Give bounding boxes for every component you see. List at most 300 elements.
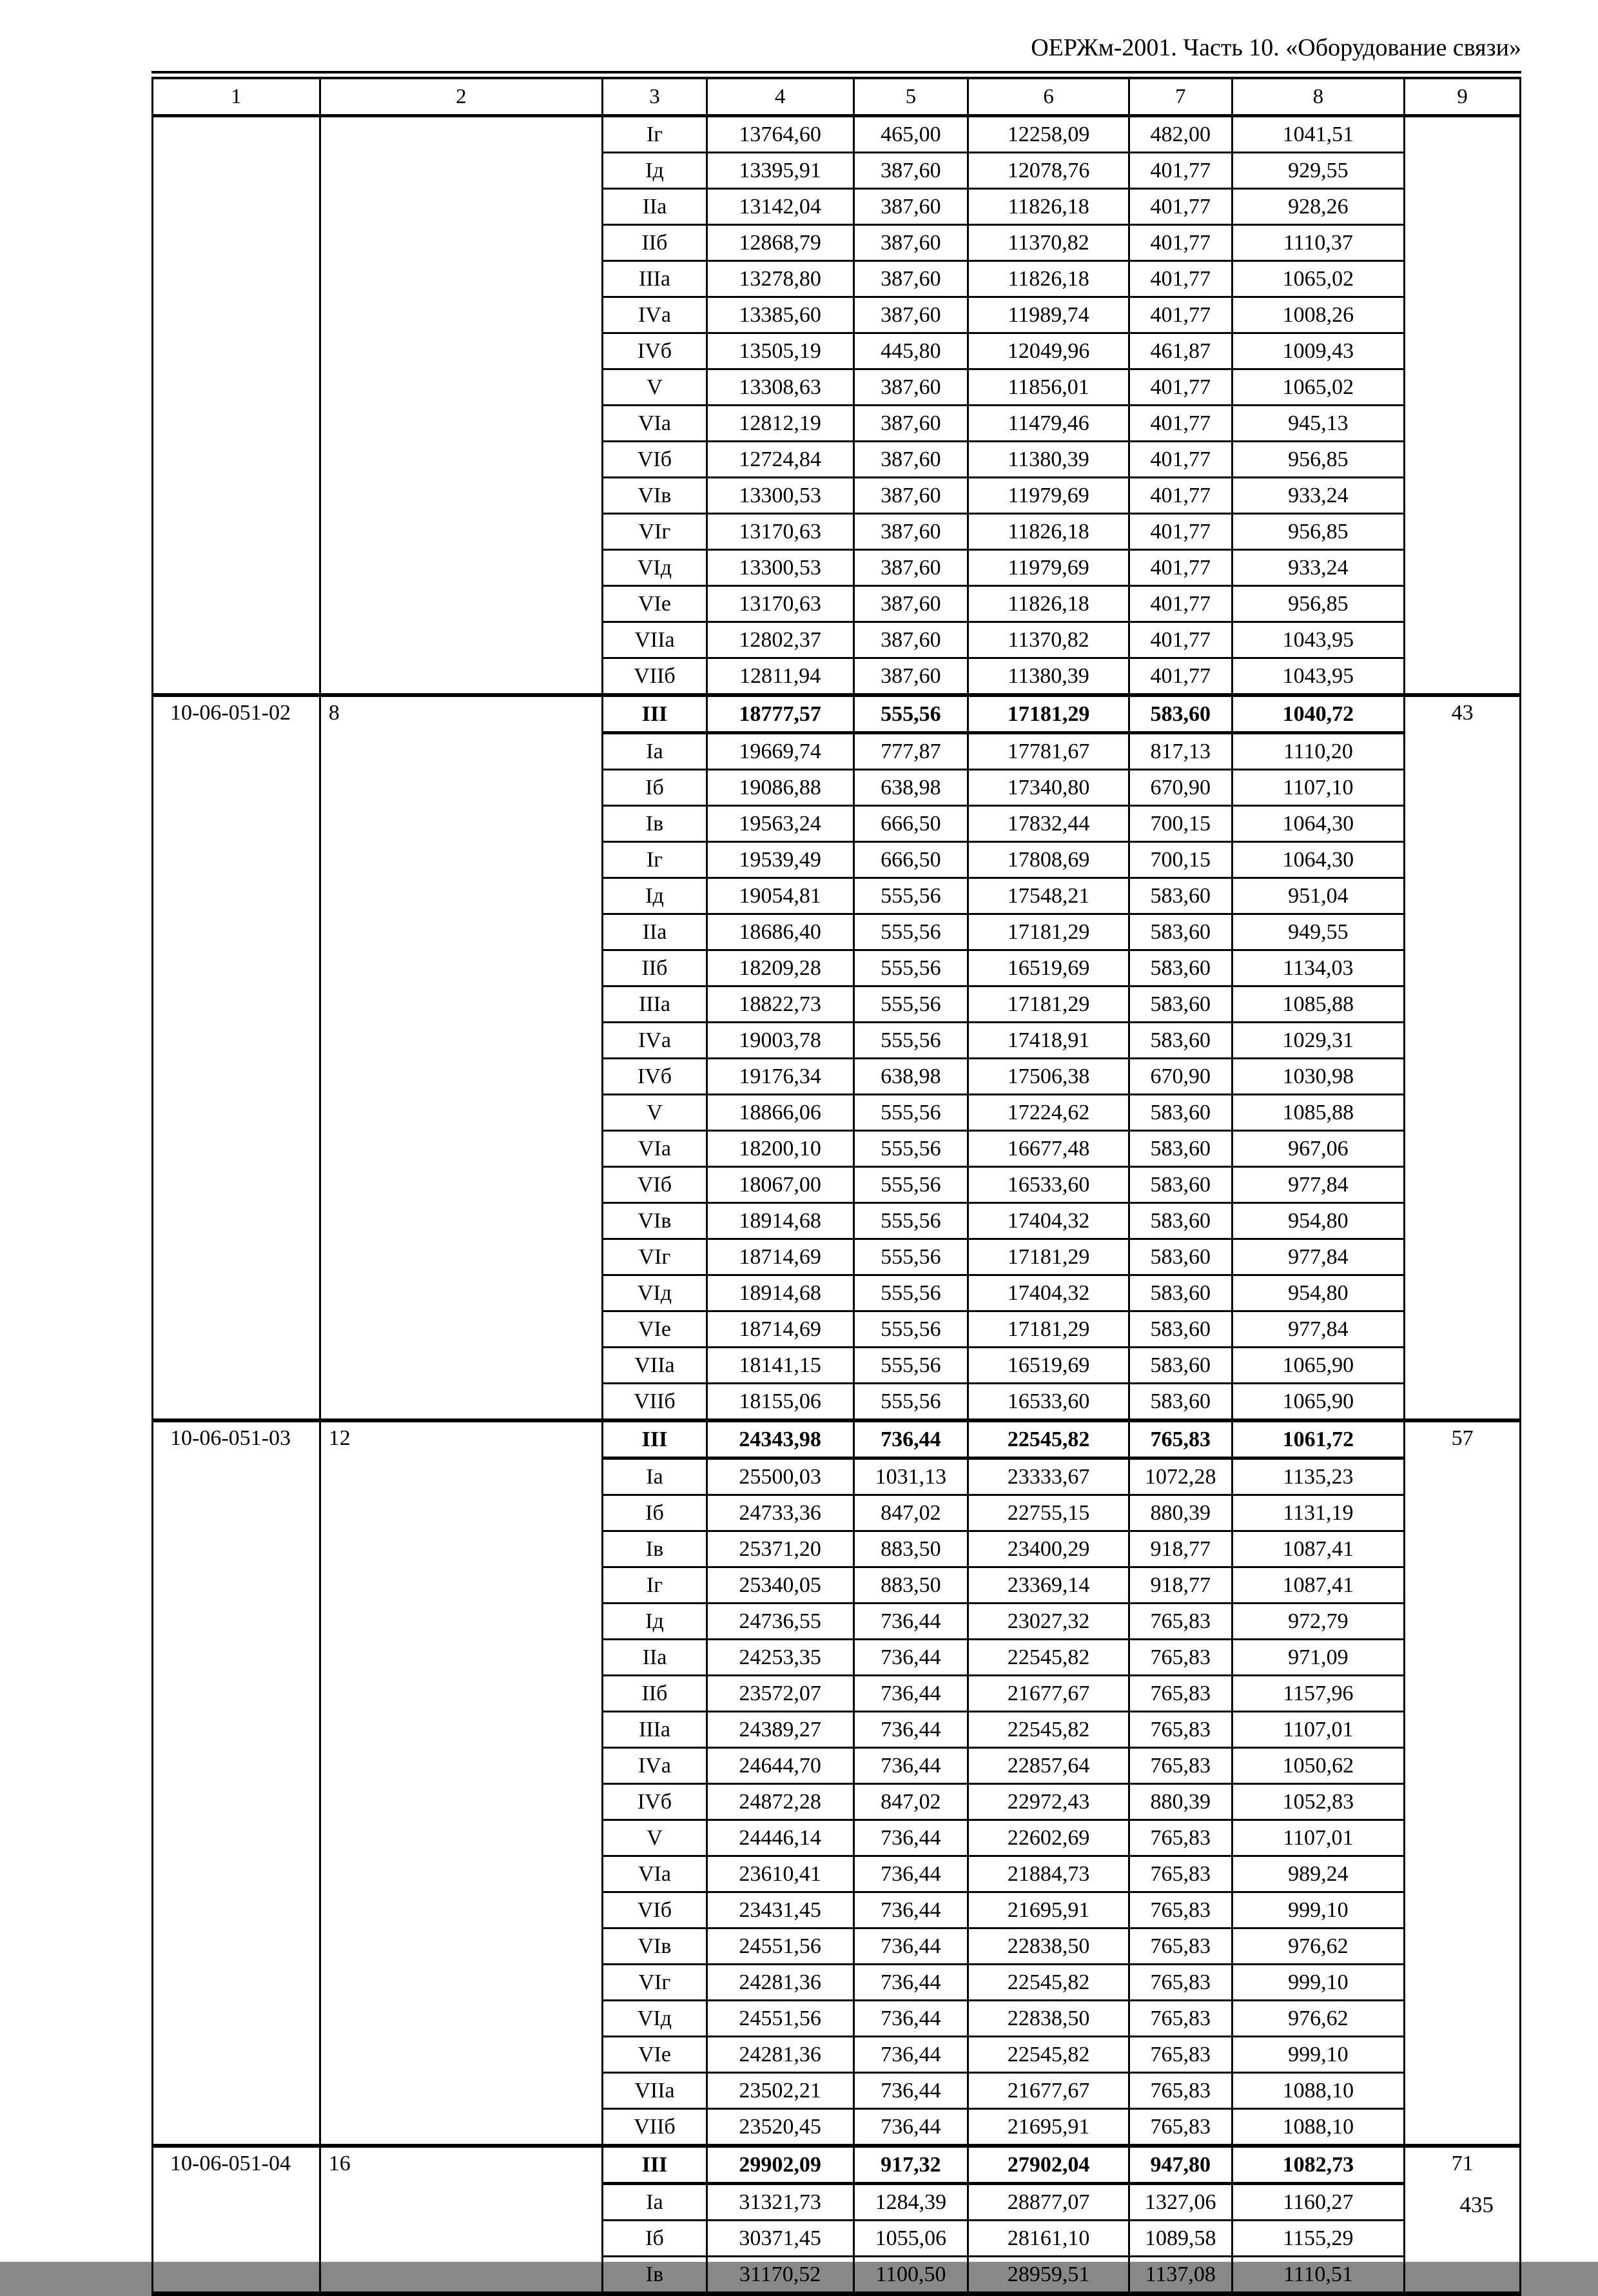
value-cell: 18866,06 [706, 1095, 853, 1131]
value-cell: 1089,58 [1129, 2221, 1232, 2257]
value-cell: 765,83 [1129, 2109, 1232, 2146]
value-cell: 401,77 [1129, 406, 1232, 442]
value-cell: 24551,56 [706, 2001, 853, 2037]
value-cell: 19003,78 [706, 1023, 853, 1059]
value-cell: 22602,69 [968, 1820, 1129, 1856]
category-cell: VIа [603, 406, 707, 442]
code-cell [153, 116, 320, 696]
value-cell: 1055,06 [853, 2221, 968, 2257]
value-cell: 22545,82 [968, 1420, 1129, 1458]
value-cell: 23400,29 [968, 1531, 1129, 1567]
value-cell: 971,09 [1232, 1640, 1405, 1676]
value-cell: 736,44 [853, 1604, 968, 1640]
category-cell: VIе [603, 586, 707, 622]
value-cell: 13278,80 [706, 261, 853, 297]
category-cell: IVа [603, 1023, 707, 1059]
column-header-cell: 4 [706, 75, 853, 116]
value-cell: 933,24 [1232, 478, 1405, 514]
value-cell: 883,50 [853, 1531, 968, 1567]
value-cell: 1135,23 [1232, 1458, 1405, 1495]
category-cell: VIв [603, 1203, 707, 1239]
value-cell: 18141,15 [706, 1348, 853, 1384]
value-cell: 1029,31 [1232, 1023, 1405, 1059]
value-cell: 11370,82 [968, 622, 1129, 658]
value-cell: 700,15 [1129, 806, 1232, 842]
value-cell: 401,77 [1129, 153, 1232, 189]
value-cell: 18914,68 [706, 1203, 853, 1239]
value-cell: 12049,96 [968, 333, 1129, 369]
value-cell: 1064,30 [1232, 806, 1405, 842]
rates-table-body [153, 75, 1521, 2294]
value-cell: 555,56 [853, 914, 968, 950]
value-cell: 17808,69 [968, 842, 1129, 878]
value-cell: 401,77 [1129, 550, 1232, 586]
value-cell: 918,77 [1129, 1567, 1232, 1604]
value-cell: 1107,01 [1232, 1712, 1405, 1748]
value-cell: 13764,60 [706, 116, 853, 153]
value-cell: 967,06 [1232, 1131, 1405, 1167]
value-cell: 555,56 [853, 950, 968, 986]
value-cell: 445,80 [853, 333, 968, 369]
value-cell: 11380,39 [968, 442, 1129, 478]
value-cell: 16519,69 [968, 950, 1129, 986]
value-cell: 24644,70 [706, 1748, 853, 1784]
value-cell: 21695,91 [968, 2109, 1129, 2146]
category-cell: IVб [603, 1784, 707, 1820]
value-cell: 700,15 [1129, 842, 1232, 878]
value-cell: 736,44 [853, 1928, 968, 1965]
value-cell: 387,60 [853, 550, 968, 586]
value-cell: 24446,14 [706, 1820, 853, 1856]
value-cell: 17181,29 [968, 1239, 1129, 1275]
value-cell: 1052,83 [1232, 1784, 1405, 1820]
value-cell: 928,26 [1232, 189, 1405, 225]
value-cell: 19539,49 [706, 842, 853, 878]
column-header-cell: 9 [1405, 75, 1521, 116]
section-total-row [153, 1420, 1521, 1458]
category-cell: IVб [603, 1059, 707, 1095]
category-cell: VIд [603, 550, 707, 586]
value-cell: 17181,29 [968, 1311, 1129, 1348]
category-cell: VIг [603, 514, 707, 550]
value-cell: 972,79 [1232, 1604, 1405, 1640]
category-cell: V [603, 369, 707, 406]
value-cell: 24733,36 [706, 1495, 853, 1531]
value-cell: 17181,29 [968, 986, 1129, 1023]
value-cell: 18714,69 [706, 1311, 853, 1348]
value-cell: 11380,39 [968, 658, 1129, 696]
value-cell: 989,24 [1232, 1856, 1405, 1892]
value-cell: 11826,18 [968, 189, 1129, 225]
value-cell: 583,60 [1129, 878, 1232, 914]
value-cell: 765,83 [1129, 1748, 1232, 1784]
value-cell: 401,77 [1129, 514, 1232, 550]
value-cell: 736,44 [853, 2001, 968, 2037]
value-cell: 21677,67 [968, 2073, 1129, 2109]
value-cell: 1065,90 [1232, 1384, 1405, 1421]
category-cell: III [603, 2146, 707, 2184]
table-row [153, 116, 1521, 153]
category-cell: IIа [603, 1640, 707, 1676]
category-cell: IIб [603, 1676, 707, 1712]
value-cell: 765,83 [1129, 2037, 1232, 2073]
value-cell: 17224,62 [968, 1095, 1129, 1131]
value-cell: 22838,50 [968, 1928, 1129, 1965]
value-cell: 13142,04 [706, 189, 853, 225]
category-cell: Iг [603, 116, 707, 153]
ref-cell: 57 [1405, 1420, 1521, 2146]
category-cell: Iд [603, 878, 707, 914]
value-cell: 18686,40 [706, 914, 853, 950]
value-cell: 401,77 [1129, 261, 1232, 297]
value-cell: 736,44 [853, 1748, 968, 1784]
column-header-cell: 2 [320, 75, 602, 116]
value-cell: 18209,28 [706, 950, 853, 986]
value-cell: 11979,69 [968, 550, 1129, 586]
value-cell: 999,10 [1232, 2037, 1405, 2073]
value-cell: 387,60 [853, 442, 968, 478]
value-cell: 28877,07 [968, 2184, 1129, 2221]
category-cell: Iв [603, 1531, 707, 1567]
value-cell: 736,44 [853, 2073, 968, 2109]
value-cell: 1107,10 [1232, 770, 1405, 806]
value-cell: 555,56 [853, 695, 968, 733]
category-cell: VIб [603, 1167, 707, 1203]
page-title: ОЕРЖм-2001. Часть 10. «Оборудование связи» [1031, 34, 1521, 61]
value-cell: 24253,35 [706, 1640, 853, 1676]
value-cell: 24389,27 [706, 1712, 853, 1748]
category-cell: VIIа [603, 1348, 707, 1384]
value-cell: 401,77 [1129, 658, 1232, 696]
value-cell: 22545,82 [968, 1965, 1129, 2001]
value-cell: 19669,74 [706, 733, 853, 770]
value-cell: 18822,73 [706, 986, 853, 1023]
value-cell: 583,60 [1129, 914, 1232, 950]
value-cell: 1043,95 [1232, 658, 1405, 696]
value-cell: 736,44 [853, 1676, 968, 1712]
value-cell: 666,50 [853, 806, 968, 842]
value-cell: 19086,88 [706, 770, 853, 806]
value-cell: 945,13 [1232, 406, 1405, 442]
value-cell: 30371,45 [706, 2221, 853, 2257]
value-cell: 12078,76 [968, 153, 1129, 189]
value-cell: 17181,29 [968, 695, 1129, 733]
value-cell: 666,50 [853, 842, 968, 878]
column-header-cell: 3 [603, 75, 707, 116]
value-cell: 956,85 [1232, 514, 1405, 550]
value-cell: 954,80 [1232, 1203, 1405, 1239]
category-cell: Iа [603, 733, 707, 770]
section-total-row [153, 2146, 1521, 2184]
value-cell: 12724,84 [706, 442, 853, 478]
value-cell: 736,44 [853, 1820, 968, 1856]
value-cell: 949,55 [1232, 914, 1405, 950]
value-cell: 27902,04 [968, 2146, 1129, 2184]
value-cell: 999,10 [1232, 1892, 1405, 1928]
value-cell: 555,56 [853, 1348, 968, 1384]
category-cell: Iб [603, 1495, 707, 1531]
value-cell: 22838,50 [968, 2001, 1129, 2037]
value-cell: 18914,68 [706, 1275, 853, 1311]
value-cell: 765,83 [1129, 1676, 1232, 1712]
value-cell: 18714,69 [706, 1239, 853, 1275]
value-cell: 23610,41 [706, 1856, 853, 1892]
value-cell: 1107,01 [1232, 1820, 1405, 1856]
value-cell: 1131,19 [1232, 1495, 1405, 1531]
value-cell: 23431,45 [706, 1892, 853, 1928]
value-cell: 583,60 [1129, 1095, 1232, 1131]
value-cell: 23502,21 [706, 2073, 853, 2109]
value-cell: 1065,90 [1232, 1348, 1405, 1384]
value-cell: 736,44 [853, 2109, 968, 2146]
value-cell: 17181,29 [968, 914, 1129, 950]
page-number: 435 [1459, 2192, 1494, 2217]
value-cell: 17548,21 [968, 878, 1129, 914]
value-cell: 12812,19 [706, 406, 853, 442]
value-cell: 1134,03 [1232, 950, 1405, 986]
value-cell: 765,83 [1129, 1892, 1232, 1928]
category-cell: VIб [603, 442, 707, 478]
value-cell: 1100,50 [853, 2257, 968, 2294]
value-cell: 583,60 [1129, 950, 1232, 986]
value-cell: 387,60 [853, 369, 968, 406]
category-cell: IIб [603, 225, 707, 261]
value-cell: 17418,91 [968, 1023, 1129, 1059]
value-cell: 555,56 [853, 1167, 968, 1203]
value-cell: 401,77 [1129, 297, 1232, 333]
category-cell: III [603, 695, 707, 733]
category-cell: VIв [603, 478, 707, 514]
value-cell: 11826,18 [968, 586, 1129, 622]
category-cell: VIв [603, 1928, 707, 1965]
column-header-row [153, 75, 1521, 116]
value-cell: 18067,00 [706, 1167, 853, 1203]
value-cell: 24281,36 [706, 1965, 853, 2001]
ref-cell: 43 [1405, 695, 1521, 1420]
value-cell: 21677,67 [968, 1676, 1129, 1712]
value-cell: 18155,06 [706, 1384, 853, 1421]
value-cell: 16519,69 [968, 1348, 1129, 1384]
value-cell: 12802,37 [706, 622, 853, 658]
value-cell: 387,60 [853, 478, 968, 514]
value-cell: 1030,98 [1232, 1059, 1405, 1095]
value-cell: 880,39 [1129, 1784, 1232, 1820]
value-cell: 1065,02 [1232, 369, 1405, 406]
category-cell: VIIб [603, 658, 707, 696]
value-cell: 11979,69 [968, 478, 1129, 514]
value-cell: 25340,05 [706, 1567, 853, 1604]
category-cell: VIа [603, 1856, 707, 1892]
value-cell: 933,24 [1232, 550, 1405, 586]
value-cell: 23333,67 [968, 1458, 1129, 1495]
category-cell: V [603, 1095, 707, 1131]
category-cell: Iв [603, 806, 707, 842]
value-cell: 1064,30 [1232, 842, 1405, 878]
ref-cell [1405, 116, 1521, 696]
category-cell: Iг [603, 842, 707, 878]
category-cell: VIе [603, 1311, 707, 1348]
value-cell: 976,62 [1232, 1928, 1405, 1965]
category-cell: Iв [603, 2257, 707, 2294]
category-cell: IIа [603, 914, 707, 950]
column-header-cell: 8 [1232, 75, 1405, 116]
column-header-cell: 7 [1129, 75, 1232, 116]
category-cell: IIа [603, 189, 707, 225]
value-cell: 1085,88 [1232, 1095, 1405, 1131]
value-cell: 583,60 [1129, 1239, 1232, 1275]
value-cell: 11479,46 [968, 406, 1129, 442]
value-cell: 954,80 [1232, 1275, 1405, 1311]
value-cell: 956,85 [1232, 442, 1405, 478]
value-cell: 1160,27 [1232, 2184, 1405, 2221]
value-cell: 736,44 [853, 1712, 968, 1748]
quantity-cell: 16 [320, 2146, 602, 2294]
value-cell: 817,13 [1129, 733, 1232, 770]
code-cell: 10-06-051-02 [153, 695, 320, 1420]
value-cell: 401,77 [1129, 586, 1232, 622]
value-cell: 929,55 [1232, 153, 1405, 189]
category-cell: VIа [603, 1131, 707, 1167]
value-cell: 25500,03 [706, 1458, 853, 1495]
value-cell: 765,83 [1129, 1420, 1232, 1458]
category-cell: IIб [603, 950, 707, 986]
category-cell: VIг [603, 1965, 707, 2001]
value-cell: 583,60 [1129, 1023, 1232, 1059]
value-cell: 401,77 [1129, 189, 1232, 225]
column-header-cell: 5 [853, 75, 968, 116]
value-cell: 777,87 [853, 733, 968, 770]
value-cell: 1065,02 [1232, 261, 1405, 297]
value-cell: 13170,63 [706, 586, 853, 622]
value-cell: 583,60 [1129, 1384, 1232, 1421]
category-cell: IVа [603, 297, 707, 333]
value-cell: 847,02 [853, 1784, 968, 1820]
value-cell: 387,60 [853, 622, 968, 658]
value-cell: 23027,32 [968, 1604, 1129, 1640]
value-cell: 765,83 [1129, 2073, 1232, 2109]
value-cell: 11826,18 [968, 514, 1129, 550]
category-cell: Iд [603, 153, 707, 189]
value-cell: 12868,79 [706, 225, 853, 261]
value-cell: 401,77 [1129, 225, 1232, 261]
value-cell: 555,56 [853, 1239, 968, 1275]
category-cell: V [603, 1820, 707, 1856]
value-cell: 555,56 [853, 986, 968, 1023]
value-cell: 638,98 [853, 770, 968, 806]
value-cell: 387,60 [853, 261, 968, 297]
value-cell: 880,39 [1129, 1495, 1232, 1531]
category-cell: III [603, 1420, 707, 1458]
category-cell: IIIа [603, 261, 707, 297]
value-cell: 583,60 [1129, 1203, 1232, 1239]
value-cell: 917,32 [853, 2146, 968, 2184]
value-cell: 465,00 [853, 116, 968, 153]
value-cell: 23572,07 [706, 1676, 853, 1712]
value-cell: 555,56 [853, 878, 968, 914]
value-cell: 28161,10 [968, 2221, 1129, 2257]
value-cell: 765,83 [1129, 1820, 1232, 1856]
value-cell: 1137,08 [1129, 2257, 1232, 2294]
value-cell: 555,56 [853, 1384, 968, 1421]
value-cell: 21884,73 [968, 1856, 1129, 1892]
category-cell: Iд [603, 1604, 707, 1640]
value-cell: 736,44 [853, 1640, 968, 1676]
value-cell: 401,77 [1129, 622, 1232, 658]
value-cell: 1087,41 [1232, 1567, 1405, 1604]
rates-table [151, 71, 1521, 2296]
category-cell: Iг [603, 1567, 707, 1604]
category-cell: VIIа [603, 2073, 707, 2109]
value-cell: 387,60 [853, 514, 968, 550]
value-cell: 22972,43 [968, 1784, 1129, 1820]
value-cell: 670,90 [1129, 1059, 1232, 1095]
value-cell: 401,77 [1129, 478, 1232, 514]
value-cell: 13170,63 [706, 514, 853, 550]
rates-table-wrap [151, 71, 1521, 2296]
value-cell: 24281,36 [706, 2037, 853, 2073]
value-cell: 11989,74 [968, 297, 1129, 333]
value-cell: 387,60 [853, 153, 968, 189]
category-cell: Iб [603, 2221, 707, 2257]
value-cell: 1043,95 [1232, 622, 1405, 658]
value-cell: 1110,51 [1232, 2257, 1405, 2294]
value-cell: 977,84 [1232, 1311, 1405, 1348]
value-cell: 21695,91 [968, 1892, 1129, 1928]
value-cell: 22545,82 [968, 1640, 1129, 1676]
value-cell: 956,85 [1232, 586, 1405, 622]
value-cell: 13308,63 [706, 369, 853, 406]
value-cell: 736,44 [853, 1856, 968, 1892]
quantity-cell: 8 [320, 695, 602, 1420]
value-cell: 24343,98 [706, 1420, 853, 1458]
category-cell: VIг [603, 1239, 707, 1275]
value-cell: 947,80 [1129, 2146, 1232, 2184]
value-cell: 847,02 [853, 1495, 968, 1531]
value-cell: 24872,28 [706, 1784, 853, 1820]
value-cell: 16533,60 [968, 1384, 1129, 1421]
value-cell: 13385,60 [706, 297, 853, 333]
value-cell: 1085,88 [1232, 986, 1405, 1023]
value-cell: 583,60 [1129, 1348, 1232, 1384]
value-cell: 387,60 [853, 189, 968, 225]
value-cell: 24551,56 [706, 1928, 853, 1965]
value-cell: 765,83 [1129, 1712, 1232, 1748]
category-cell: VIIа [603, 622, 707, 658]
value-cell: 17781,67 [968, 733, 1129, 770]
value-cell: 24736,55 [706, 1604, 853, 1640]
value-cell: 13395,91 [706, 153, 853, 189]
category-cell: IIIа [603, 1712, 707, 1748]
section-total-row [153, 695, 1521, 733]
column-header-cell: 1 [153, 75, 320, 116]
value-cell: 765,83 [1129, 1965, 1232, 2001]
value-cell: 22857,64 [968, 1748, 1129, 1784]
value-cell: 555,56 [853, 1095, 968, 1131]
value-cell: 583,60 [1129, 1311, 1232, 1348]
value-cell: 999,10 [1232, 1965, 1405, 2001]
value-cell: 11856,01 [968, 369, 1129, 406]
category-cell: VIд [603, 2001, 707, 2037]
value-cell: 22545,82 [968, 2037, 1129, 2073]
value-cell: 1155,29 [1232, 2221, 1405, 2257]
value-cell: 23520,45 [706, 2109, 853, 2146]
value-cell: 401,77 [1129, 442, 1232, 478]
value-cell: 1087,41 [1232, 1531, 1405, 1567]
category-cell: IVб [603, 333, 707, 369]
value-cell: 1082,73 [1232, 2146, 1405, 2184]
value-cell: 918,77 [1129, 1531, 1232, 1567]
quantity-cell: 12 [320, 1420, 602, 2146]
